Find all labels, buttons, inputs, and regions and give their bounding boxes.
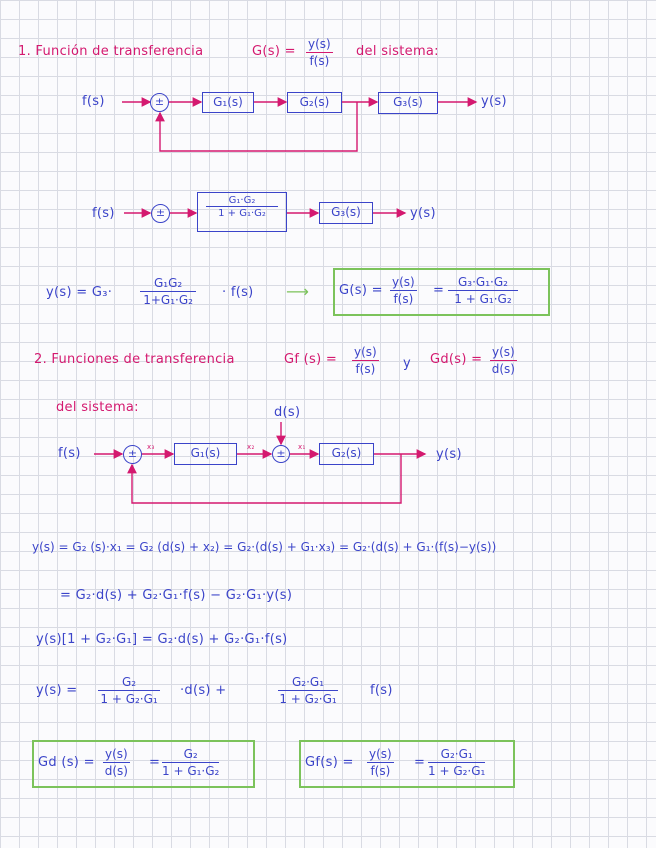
block-g3: G₃(s) [378, 92, 438, 114]
result-left: G(s) = [339, 283, 383, 298]
block-g2: G₂(s) [287, 92, 342, 113]
derivation-line-4-left: y(s) = [36, 683, 78, 698]
block-g3: G₃(s) [319, 202, 373, 224]
fraction-denominator: 1 + G₁·G₂ [162, 764, 220, 778]
result-gf-fraction-2 [428, 747, 485, 778]
fraction-denominator: 1 + G₂·G₁ [100, 692, 158, 706]
fraction-numerator: y(s) [369, 747, 392, 761]
section2-heading: 2. Funciones de transferencia [34, 352, 235, 367]
eq-fraction [140, 276, 196, 307]
summing-junction-1: ± [123, 445, 142, 464]
block-g2: G₂(s) [319, 443, 374, 465]
fraction-denominator: f(s) [355, 362, 376, 376]
fraction-denominator: f(s) [309, 54, 330, 68]
result-fraction-2 [448, 275, 518, 306]
diagram2-output: y(s) [410, 206, 436, 221]
derivation-line-4-mid: ·d(s) + [180, 683, 227, 698]
section2-gf-label: Gf (s) = [284, 352, 338, 367]
result-gd-left: Gd (s) = [38, 755, 95, 770]
fraction-denominator: d(s) [104, 764, 128, 778]
signal-x2-label: x₂ [247, 443, 255, 451]
derivation-line-3: y(s)[1 + G₂·G₁] = G₂·d(s) + G₂·G₁·f(s) [36, 632, 288, 647]
block-numerator: G₁·G₂ [206, 195, 278, 207]
summing-junction: ± [150, 93, 169, 112]
signal-x1-label: x₁ [298, 443, 306, 451]
derivation-line-2: = G₂·d(s) + G₂·G₁·f(s) − G₂·G₁·y(s) [60, 588, 293, 603]
block-closed-loop [197, 192, 287, 232]
fraction-numerator: y(s) [308, 37, 331, 51]
section2-gd-fraction [490, 345, 517, 376]
block-g1: G₁(s) [202, 92, 254, 113]
summing-junction-2: ± [272, 445, 290, 463]
fraction-denominator: d(s) [491, 362, 515, 376]
fraction-denominator: 1 + G₂·G₁ [279, 692, 337, 706]
diagram3-input: f(s) [58, 446, 81, 461]
section2-conjunction: y [403, 356, 411, 371]
fraction-numerator: G₁G₂ [140, 276, 196, 292]
result-gf-fraction-1 [367, 747, 394, 778]
fraction-numerator: G₂·G₁ [278, 675, 338, 691]
fraction-numerator: G₂ [98, 675, 160, 691]
fraction-denominator: 1 + G₁·G₂ [454, 292, 512, 306]
diagram1-input: f(s) [82, 94, 105, 109]
result-gd-equals: = [149, 755, 161, 770]
line4-fraction-1 [98, 675, 160, 706]
fraction-numerator: y(s) [492, 345, 515, 359]
section2-subheading: del sistema: [56, 400, 139, 415]
derivation-line-1: y(s) = G₂ (s)·x₁ = G₂ (d(s) + x₂) = G₂·(d(s) + G₁·x₃) = G₂·(d(s) + G₁·(f(s)−y(s)) [32, 540, 497, 554]
diagram3-output: y(s) [436, 447, 462, 462]
section2-gd-label: Gd(s) = [430, 352, 483, 367]
block-denominator: 1 + G₁·G₂ [218, 208, 266, 219]
section1-tail: del sistema: [356, 44, 439, 59]
diagram2-input: f(s) [92, 206, 115, 221]
result-equals: = [433, 283, 445, 298]
eq-left: y(s) = G₃· [46, 285, 113, 300]
fraction-numerator: G₂·G₁ [428, 747, 485, 763]
derivation-line-4-tail: f(s) [370, 683, 393, 698]
fraction-numerator: y(s) [105, 747, 128, 761]
line4-fraction-2 [278, 675, 338, 706]
fraction-numerator: y(s) [392, 275, 415, 289]
fraction-denominator: f(s) [370, 764, 391, 778]
fraction-numerator: G₂ [162, 747, 219, 763]
implies-arrow: ⟶ [286, 282, 310, 301]
result-fraction-1 [390, 275, 417, 306]
fraction-denominator: 1 + G₂·G₁ [428, 764, 486, 778]
result-gf-left: Gf(s) = [305, 755, 354, 770]
section1-g-label: G(s) = [252, 44, 296, 59]
fraction-denominator: f(s) [393, 292, 414, 306]
block-g1: G₁(s) [174, 443, 237, 465]
diagram1-output: y(s) [481, 94, 507, 109]
disturbance-label: d(s) [274, 405, 301, 420]
result-gd-fraction-1 [103, 747, 130, 778]
signal-x3-label: x₃ [147, 443, 155, 451]
fraction-numerator: y(s) [354, 345, 377, 359]
section1-heading: 1. Función de transferencia [18, 44, 204, 59]
summing-junction: ± [151, 204, 170, 223]
fraction-numerator: G₃·G₁·G₂ [448, 275, 518, 291]
section2-gf-fraction [352, 345, 379, 376]
fraction-denominator: 1+G₁·G₂ [143, 293, 193, 307]
result-gf-equals: = [414, 755, 426, 770]
result-gd-fraction-2 [162, 747, 219, 778]
eq-tail: · f(s) [222, 285, 254, 300]
